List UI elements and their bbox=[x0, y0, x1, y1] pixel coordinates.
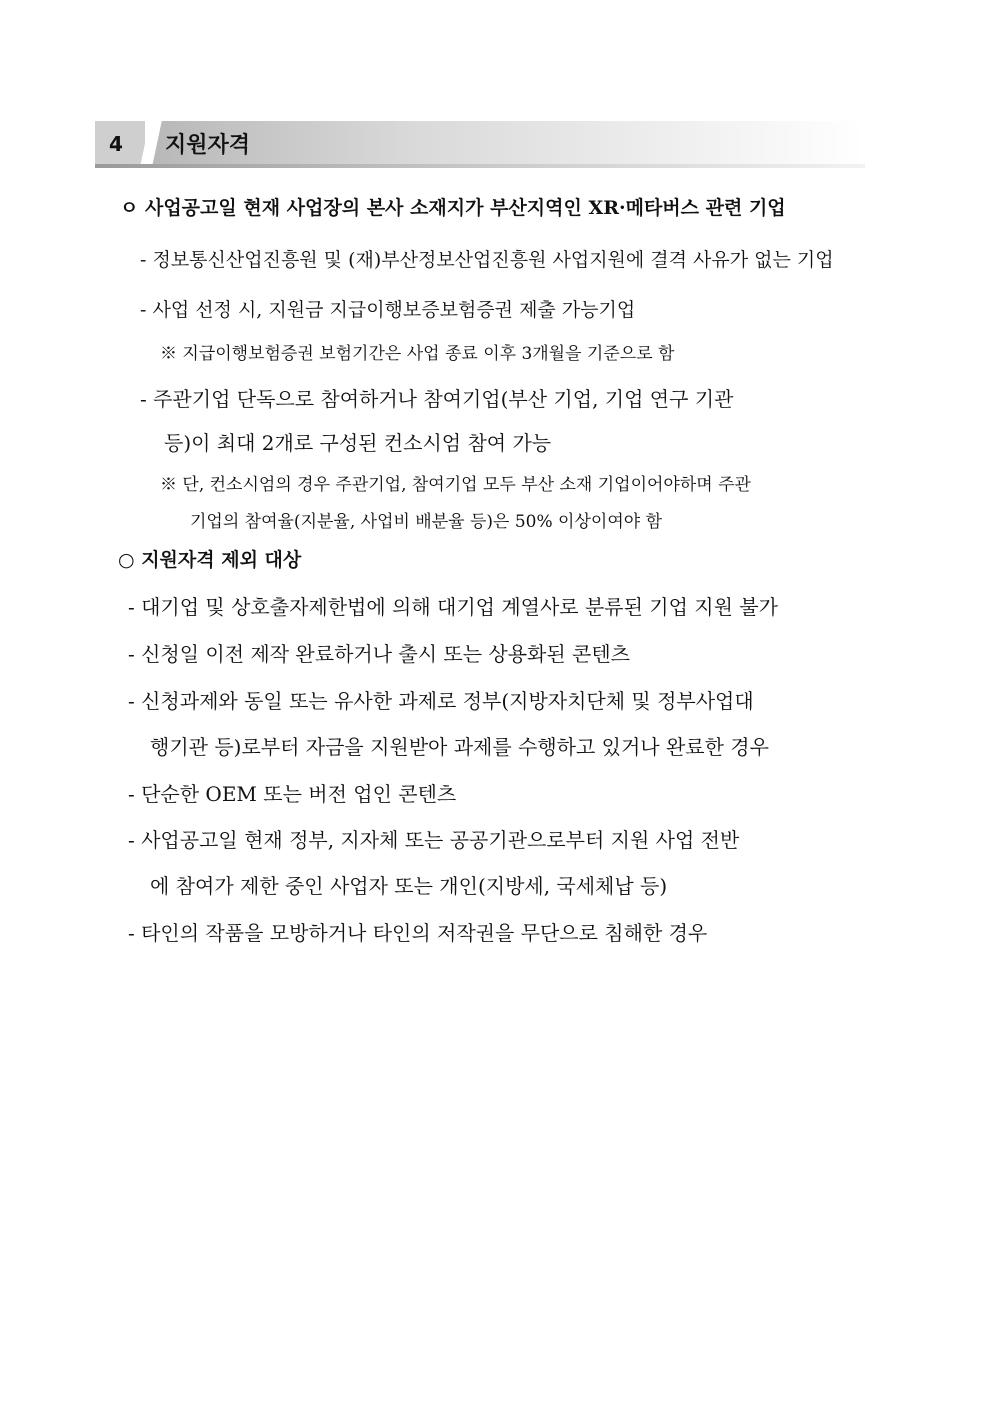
section-number: 4 bbox=[95, 121, 145, 166]
qualification-item-continued: 등)이 최대 2개로 구성된 컨소시엄 참여 가능 bbox=[164, 431, 552, 455]
header-divider bbox=[95, 164, 865, 168]
exclusion-item: - 사업공고일 현재 정부, 지자체 또는 공공기관으로부터 지원 사업 전반 bbox=[128, 828, 740, 852]
exclusion-item: - 타인의 작품을 모방하거나 타인의 저작권을 무단으로 침해한 경우 bbox=[128, 921, 708, 945]
exclusion-item: - 신청일 이전 제작 완료하거나 출시 또는 상용화된 콘텐츠 bbox=[128, 642, 630, 666]
exclusion-item-continued: 에 참여가 제한 중인 사업자 또는 개인(지방세, 국세체납 등) bbox=[150, 874, 668, 898]
qualification-item: - 사업 선정 시, 지원금 지급이행보증보험증권 제출 가능기업 bbox=[140, 299, 636, 321]
exclusion-item: - 대기업 및 상호출자제한법에 의해 대기업 계열사로 분류된 기업 지원 불가 bbox=[128, 595, 778, 619]
qualification-note: ※ 지급이행보험증권 보험기간은 사업 종료 이후 3개월을 기준으로 함 bbox=[160, 344, 675, 364]
qualification-note-continued: 기업의 참여율(지분율, 사업비 배분율 등)은 50% 이상이여야 함 bbox=[190, 512, 662, 532]
qualification-item: - 주관기업 단독으로 참여하거나 참여기업(부산 기업, 기업 연구 기관 bbox=[140, 387, 734, 411]
exclusion-item: - 단순한 OEM 또는 버전 업인 콘텐츠 bbox=[128, 782, 457, 806]
section-title: 지원자격 bbox=[151, 121, 865, 166]
exclusion-item-continued: 행기관 등)로부터 자금을 지원받아 과제를 수행하고 있거나 완료한 경우 bbox=[150, 735, 769, 759]
exclusion-heading: ○ 지원자격 제외 대상 bbox=[118, 549, 302, 571]
qualification-item: - 정보통신산업진흥원 및 (재)부산정보산업진흥원 사업지원에 결격 사유가 없는 기업 bbox=[140, 249, 834, 271]
section-header bbox=[95, 121, 865, 166]
qualification-note: ※ 단, 컨소시엄의 경우 주관기업, 참여기업 모두 부산 소재 기업이어야하며 주관 bbox=[160, 475, 751, 495]
qualification-heading: ㅇ 사업공고일 현재 사업장의 본사 소재지가 부산지역인 XR·메타버스 관련 기업 bbox=[120, 197, 786, 219]
exclusion-item: - 신청과제와 동일 또는 유사한 과제로 정부(지방자치단체 및 정부사업대 bbox=[128, 689, 754, 713]
